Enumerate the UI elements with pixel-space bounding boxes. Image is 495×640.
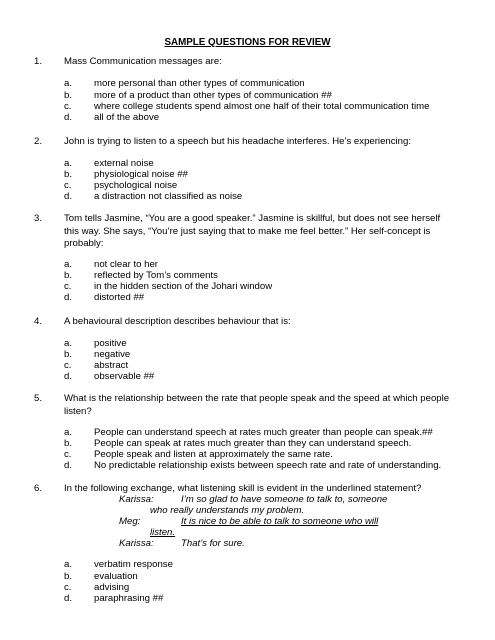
question-number: 1. xyxy=(34,56,43,67)
question-text: A behavioural description describes behaviour that is: xyxy=(64,316,291,327)
page-title: SAMPLE QUESTIONS FOR REVIEW xyxy=(164,37,331,48)
question-number: 5. xyxy=(34,393,43,404)
option: b. evaluation xyxy=(64,571,138,582)
question-number: 4. xyxy=(34,316,43,327)
option: b. reflected by Tom’s comments xyxy=(64,270,218,281)
option: c. abstract xyxy=(64,360,129,371)
option: b. People can speak at rates much greater than they can understand speech. xyxy=(64,438,412,449)
underlined-statement: listen. xyxy=(150,527,176,538)
dialogue-line: I’m so glad to have someone to talk to, someone xyxy=(181,494,388,505)
option: d. paraphrasing ## xyxy=(64,593,164,604)
option: c. in the hidden section of the Johari window xyxy=(64,281,273,292)
option: d. a distraction not classified as noise xyxy=(64,191,243,202)
option: c. psychological noise xyxy=(64,180,178,191)
question-text: John is trying to listen to a speech but his headache interferes. He’s experiencing: xyxy=(64,136,412,147)
question-number: 3. xyxy=(34,213,43,224)
speaker-label: Karissa: xyxy=(119,494,154,505)
question-text: What is the relationship between the rate that people speak and the speed at which people listen? xyxy=(64,393,450,417)
option: d. all of the above xyxy=(64,112,160,123)
question-text: In the following exchange, what listening skill is evident in the underlined statement? xyxy=(64,483,422,494)
question-text: Tom tells Jasmine, “You are a good speaker.” Jasmine is skillful, but does not see herself this way. She says, “You’re just saying that to make me feel better.” Her self-concept is probably: xyxy=(64,213,441,250)
option: a. more personal than other types of communication xyxy=(64,78,305,89)
option: b. physiological noise ## xyxy=(64,169,188,180)
option: b. more of a product than other types of communication ## xyxy=(64,90,332,101)
option: d. No predictable relationship exists between speech rate and rate of understanding. xyxy=(64,460,442,471)
option: d. distorted ## xyxy=(64,292,145,303)
dialogue-line: who really understands my problem. xyxy=(150,505,305,516)
speaker-label: Karissa: xyxy=(119,538,154,549)
option: a. positive xyxy=(64,338,127,349)
dialogue-line: That’s for sure. xyxy=(181,538,245,549)
question-number: 2. xyxy=(34,136,43,147)
question-text: Mass Communication messages are: xyxy=(64,56,222,67)
option: a. People can understand speech at rates much greater than people can speak.## xyxy=(64,427,433,438)
option: a. not clear to her xyxy=(64,259,158,270)
option: c. advising xyxy=(64,582,130,593)
underlined-statement: It is nice to be able to talk to someone who will xyxy=(181,516,379,527)
option: b. negative xyxy=(64,349,131,360)
option: c. where college students spend almost one half of their total communication time xyxy=(64,101,430,112)
option: a. external noise xyxy=(64,158,154,169)
option: d. observable ## xyxy=(64,371,155,382)
speaker-label: Meg: xyxy=(119,516,141,527)
question-number: 6. xyxy=(34,483,43,494)
option: c. People speak and listen at approximately the same rate. xyxy=(64,449,333,460)
option: a. verbatim response xyxy=(64,559,173,570)
